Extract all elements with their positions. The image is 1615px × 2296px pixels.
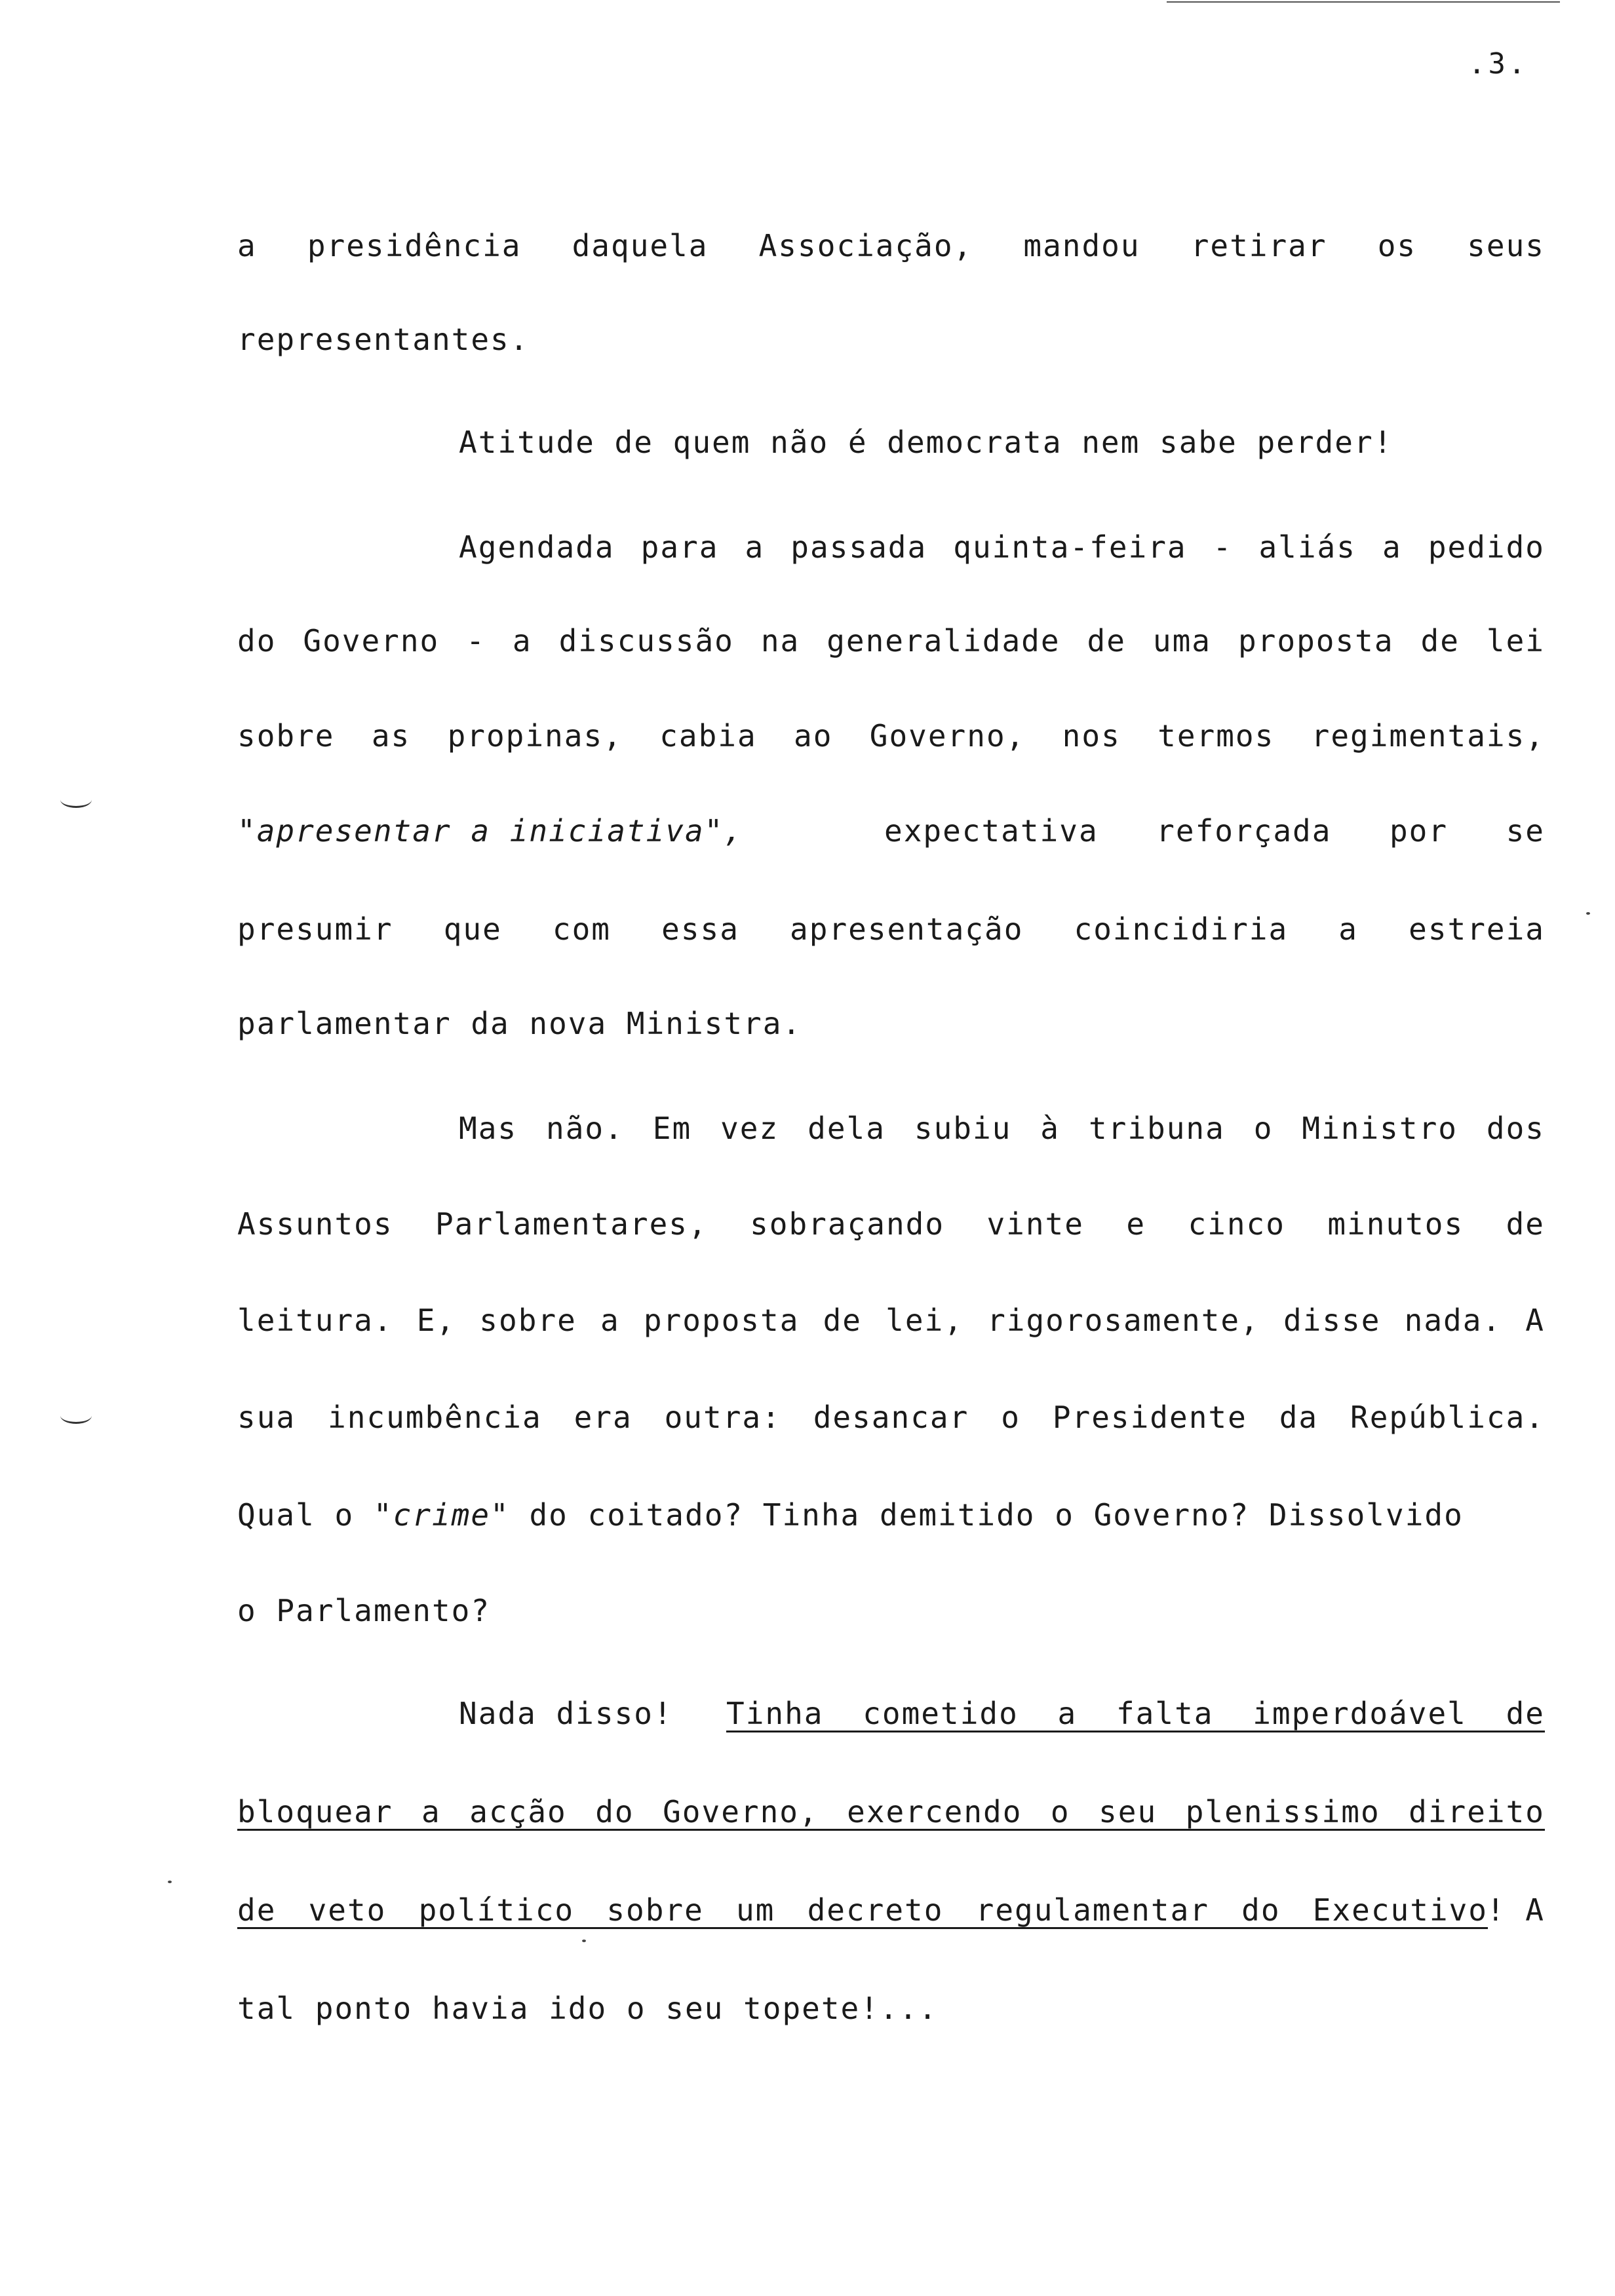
text-line: presumir que com essa apresentação coincidiria a estreia [237,911,1545,947]
text-line: sua incumbência era outra: desancar o Presidente da República. [237,1400,1545,1435]
text-line [237,1890,1545,1930]
page-number: .3. [1468,47,1528,81]
text-span: ! A [1486,1892,1545,1928]
text-span: Qual o [237,1497,374,1533]
text-line: Assuntos Parlamentares, sobraçando vinte e cinco minutos de [237,1206,1545,1242]
text-line: a presidência daquela Associação, mandou retirar os seus [237,228,1545,263]
underlined-text: de veto político sobre um decreto regulamentar do Executivo [237,1892,1488,1928]
text-line: sobre as propinas, cabia ao Governo, nos termos regimentais, [237,718,1545,754]
underlined-text: Tinha cometido a falta imperdoável de [726,1696,1545,1731]
margin-mark [60,1407,92,1424]
text-line: do Governo - a discussão na generalidade de uma proposta de lei [237,623,1545,659]
text-line: Atitude de quem não é democrata nem sabe perder! [459,425,1393,460]
text-line: o Parlamento? [237,1593,491,1628]
speck [168,1881,172,1883]
margin-mark [60,792,92,808]
text-span: expectativa reforçada por se [884,813,1545,849]
text-span: do coitado? Tinha demitido o Governo? Dissolvido [509,1497,1464,1533]
text-line: tal ponto havia ido o seu topete!... [237,1991,938,2026]
text-line: representantes. [237,322,530,357]
text-line [459,1694,1545,1733]
speck [1586,912,1590,915]
text-line: Agendada para a passada quinta-feira - aliás a pedido [459,529,1545,565]
text-line: parlamentar da nova Ministra. [237,1006,802,1041]
italic-quote: "crime" [373,1497,510,1533]
italic-quote: "apresentar a iniciativa", [237,813,744,849]
text-line: leitura. E, sobre a proposta de lei, rigorosamente, disse nada. A [237,1303,1545,1338]
top-rule [1167,1,1560,3]
text-line [237,1495,1545,1535]
text-line: Mas não. Em vez dela subiu à tribuna o Ministro dos [459,1111,1545,1146]
underlined-text: bloquear a acção do Governo, exercendo o seu plenissimo direito [237,1794,1545,1829]
text-line [237,811,1545,851]
text-span: Nada disso! [459,1696,673,1731]
speck [582,1940,586,1942]
